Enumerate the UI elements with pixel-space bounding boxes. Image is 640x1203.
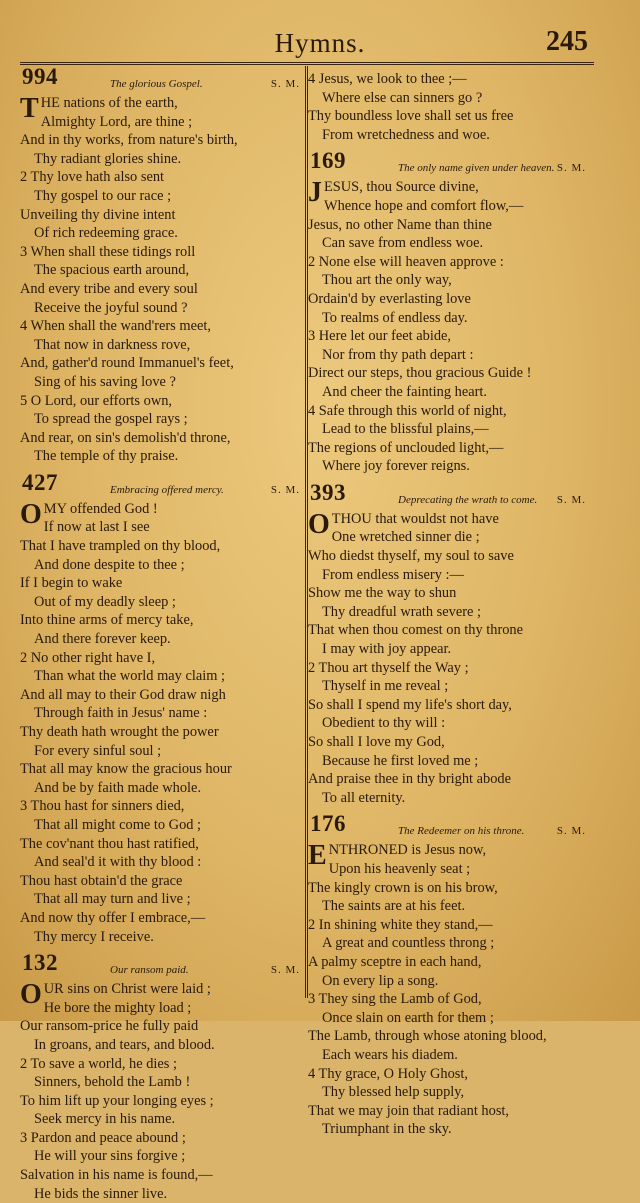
verse-line: Ordain'd by everlasting love: [308, 290, 471, 307]
verse-line: 2 In shining white they stand,—: [308, 916, 493, 933]
verse-line: 2 None else will heaven approve :: [308, 253, 504, 270]
verse-line: Triumphant in the sky.: [322, 1121, 452, 1138]
hymn-heading: [20, 950, 300, 980]
hymn-continued: [308, 70, 586, 144]
verse-line: The regions of unclouded light,—: [308, 439, 504, 456]
verse-line: The Lamb, through whose atoning blood,: [308, 1028, 547, 1045]
verse-line: From wretchedness and woe.: [322, 126, 490, 143]
verse-line: 4 Safe through this world of night,: [308, 402, 507, 419]
verse-line: And every tribe and every soul: [20, 280, 198, 297]
verse-line: In groans, and tears, and blood.: [34, 1036, 215, 1053]
verse-line: One wretched sinner die ;: [331, 529, 480, 546]
verse-line: Nor from thy path depart :: [322, 346, 474, 363]
page-title: Hymns.: [274, 28, 366, 58]
verse-line: He bids the sinner live.: [34, 1185, 168, 1202]
verse-line: On every lip a song.: [322, 972, 439, 989]
verse-line: 2 No other right have I,: [20, 649, 156, 666]
hymn-subtitle: The Redeemer on his throne.: [398, 825, 525, 838]
verse-line: And now thy offer I embrace,—: [20, 909, 206, 926]
hymn-verses: [20, 94, 300, 466]
hymn-subtitle: Embracing offered mercy.: [110, 483, 224, 496]
verse-line: Thy dreadful wrath severe ;: [322, 603, 482, 620]
hymn-verses: [308, 70, 586, 144]
verse-line: That all may turn and live ;: [34, 891, 191, 908]
verse-line: And, gather'd round Immanuel's feet,: [20, 355, 234, 372]
hymn-verses: [20, 980, 300, 1203]
verse-line: 2 To save a world, he dies ;: [20, 1055, 177, 1072]
verse-line: Because he first loved me ;: [322, 752, 479, 769]
hymn-number: 132: [22, 950, 58, 976]
verse-line: 5 O Lord, our efforts own,: [20, 392, 173, 409]
hymn-number: 994: [22, 64, 58, 89]
verse-line: Sing of his saving love ?: [34, 373, 176, 390]
drop-cap: O: [308, 508, 330, 540]
hymn-number: 176: [310, 811, 346, 837]
verse-line: 4 Thy grace, O Holy Ghost,: [308, 1065, 469, 1082]
verse-line: Where joy forever reigns.: [322, 458, 470, 475]
verse-line: Thy blessed help supply,: [322, 1084, 465, 1101]
verse-line: The kingly crown is on his brow,: [308, 879, 498, 896]
verse-line: Thy boundless love shall set us free: [308, 108, 514, 125]
verse-line: To him lift up your longing eyes ;: [20, 1092, 214, 1109]
verse-line: If now at last I see: [43, 519, 150, 536]
verse-line: Our ransom-price he fully paid: [20, 1018, 199, 1035]
hymn-heading: [20, 469, 300, 500]
verse-line: Lead to the blissful plains,—: [322, 421, 489, 438]
verse-line: Thy death hath wrought the power: [20, 724, 219, 740]
hymn-verses: [308, 510, 586, 808]
hymn-number: 427: [22, 469, 58, 495]
drop-cap: E: [308, 840, 327, 872]
verse-line: And rear, on sin's demolish'd throne,: [20, 429, 231, 446]
header-rule: [20, 62, 594, 65]
verse-line: 3 Here let our feet abide,: [308, 328, 452, 345]
hymn-meter: S. M.: [556, 825, 586, 838]
verse-line: And in thy works, from nature's birth,: [20, 132, 238, 149]
hymn-132: [20, 950, 300, 1203]
hymn-number: 169: [310, 148, 346, 174]
verse-line: 3 They sing the Lamb of God,: [308, 991, 482, 1008]
verse-line: The cov'nant thou hast ratified,: [20, 835, 199, 852]
verse-line: Upon his heavenly seat ;: [328, 860, 471, 877]
hymn-169: [308, 148, 586, 476]
verse-line: Once slain on earth for them ;: [322, 1009, 494, 1026]
verse-line: To realms of endless day.: [322, 309, 468, 326]
verse-line: That all might come to God ;: [34, 816, 202, 833]
verse-line: So shall I love my God,: [308, 734, 445, 750]
page-header: [0, 22, 640, 62]
verse-line: Almighty Lord, are thine ;: [40, 113, 193, 130]
verse-line: 4 When shall the wand'rers meet,: [20, 318, 211, 335]
hymn-meter: S. M.: [556, 493, 586, 506]
drop-cap: O: [20, 498, 42, 530]
verse-line: From endless misery :—: [322, 566, 464, 583]
drop-cap: O: [20, 979, 42, 1011]
verse-line: Who diedst thyself, my soul to save: [308, 548, 514, 565]
verse-line: Can save from endless woe.: [322, 235, 484, 252]
hymn-subtitle: Deprecating the wrath to come.: [398, 493, 538, 506]
verse-line: The spacious earth around,: [34, 262, 190, 279]
verse-line: To spread the gospel rays ;: [34, 411, 188, 428]
verse-line: Through faith in Jesus' name :: [34, 705, 208, 722]
verse-line: Out of my deadly sleep ;: [34, 593, 176, 610]
hymn-subtitle: Our ransom paid.: [110, 964, 189, 977]
verse-line: Show me the way to shun: [308, 585, 457, 602]
verse-line: And praise thee in thy bright abode: [308, 771, 512, 788]
verse-line: So shall I spend my life's short day,: [308, 696, 512, 713]
hymn-393: [308, 479, 586, 808]
hymn-heading: [308, 479, 586, 510]
verse-line: 2 Thou art thyself the Way ;: [308, 659, 469, 676]
verse-line: If I begin to wake: [20, 575, 123, 592]
verse-line: Thy radiant glories shine.: [34, 150, 182, 167]
verse-line: Where else can sinners go ?: [322, 89, 483, 106]
verse-line: And cheer the fainting heart.: [322, 383, 488, 400]
hymn-meter: S. M.: [270, 78, 300, 90]
hymn-427: [20, 469, 300, 946]
verse-line: The temple of thy praise.: [34, 448, 179, 465]
verse-line: For every sinful soul ;: [34, 742, 162, 759]
verse-line: Thyself in me reveal ;: [322, 678, 449, 695]
verse-line: Thou hast obtain'd the grace: [20, 872, 183, 889]
verse-line: Salvation in his name is found,—: [20, 1167, 213, 1184]
hymn-meter: S. M.: [556, 162, 586, 175]
verse-line: To all eternity.: [322, 789, 406, 806]
hymn-verses: [20, 500, 300, 946]
verse-line: Unveiling thy divine intent: [20, 206, 176, 223]
verse-line: And all may to their God draw nigh: [20, 686, 226, 703]
hymn-meter: S. M.: [270, 964, 300, 977]
verse-line: Each wears his diadem.: [322, 1046, 458, 1063]
verse-line: Receive the joyful sound ?: [34, 299, 188, 316]
verse-line: A great and countless throng ;: [322, 935, 495, 952]
verse-line: He will your sins forgive ;: [34, 1148, 186, 1165]
verse-line: 3 Thou hast for sinners died,: [20, 798, 185, 815]
verse-line: A palmy sceptre in each hand,: [308, 953, 482, 970]
verse-line: And seal'd it with thy blood :: [34, 854, 202, 871]
hymn-heading: [20, 64, 300, 94]
drop-cap: T: [20, 93, 39, 124]
verse-line: He bore the mighty load ;: [43, 999, 192, 1016]
right-column: [308, 70, 586, 1139]
verse-line: Thy mercy I receive.: [34, 928, 154, 945]
verse-line: NTHRONED is Jesus now,: [328, 842, 487, 859]
hymn-176: [308, 811, 586, 1139]
verse-line: Of rich redeeming grace.: [34, 225, 178, 242]
verse-line: That all may know the gracious hour: [20, 761, 232, 778]
verse-line: Into thine arms of mercy take,: [20, 612, 194, 629]
drop-cap: J: [308, 177, 322, 209]
verse-line: That when thou comest on thy throne: [308, 622, 524, 639]
hymn-verses: [308, 178, 586, 476]
verse-line: 4 Jesus, we look to thee ;—: [308, 71, 467, 87]
verse-line: THOU that wouldst not have: [331, 510, 499, 527]
verse-line: 2 Thy love hath also sent: [20, 169, 165, 186]
verse-line: Direct our steps, thou gracious Guide !: [308, 365, 532, 382]
verse-line: That now in darkness rove,: [34, 336, 191, 353]
verse-line: And done despite to thee ;: [34, 556, 185, 573]
hymn-heading: [308, 148, 586, 178]
verse-line: And be by faith made whole.: [34, 779, 202, 796]
verse-line: I may with joy appear.: [322, 641, 452, 658]
verse-line: 3 When shall these tidings roll: [20, 243, 196, 260]
page-number: 245: [546, 26, 588, 57]
verse-line: And there forever keep.: [34, 631, 171, 648]
verse-line: That I have trampled on thy blood,: [20, 538, 221, 555]
hymn-number: 393: [310, 479, 346, 505]
hymn-subtitle: The glorious Gospel.: [110, 78, 203, 90]
hymn-994: [20, 64, 300, 466]
verse-line: Jesus, no other Name than thine: [308, 216, 492, 233]
verse-line: Sinners, behold the Lamb !: [34, 1074, 191, 1091]
verse-line: Thou art the only way,: [322, 272, 452, 289]
hymn-heading: [308, 811, 586, 841]
verse-line: Whence hope and comfort flow,—: [324, 197, 524, 214]
verse-line: UR sins on Christ were laid ;: [43, 981, 211, 998]
verse-line: Thy gospel to our race ;: [34, 187, 172, 204]
verse-line: Seek mercy in his name.: [34, 1111, 176, 1128]
verse-line: HE nations of the earth,: [40, 95, 178, 111]
verse-line: 3 Pardon and peace abound ;: [20, 1129, 186, 1146]
hymn-verses: [308, 841, 586, 1139]
verse-line: The saints are at his feet.: [322, 898, 466, 915]
verse-line: Obedient to thy will :: [322, 715, 446, 732]
verse-line: Than what the world may claim ;: [34, 668, 226, 685]
verse-line: ESUS, thou Source divine,: [324, 179, 479, 196]
verse-line: MY offended God !: [43, 500, 158, 517]
left-column: [20, 64, 300, 1203]
hymn-meter: S. M.: [270, 483, 300, 496]
verse-line: That we may join that radiant host,: [308, 1102, 510, 1119]
hymn-subtitle: The only name given under heaven.: [398, 162, 555, 175]
